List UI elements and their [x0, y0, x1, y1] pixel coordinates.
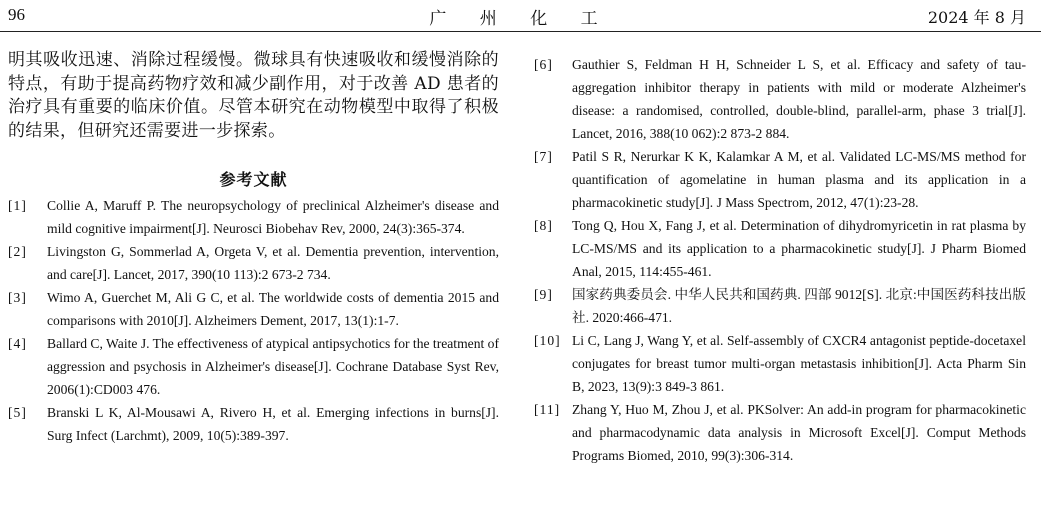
reference-text: Gauthier S, Feldman H H, Schneider L S, et al. Efficacy and safety of tau-aggregation inhibitor therapy in patients with mild or moderate Alzheimer's disease: a randomised, controlled, double-blind, parallel-arm, phase 3 trial[J]. Lancet, 2016, 388(10 062):2 873-2 884.	[572, 57, 1026, 141]
reference-item	[534, 214, 1026, 283]
reference-item	[8, 286, 499, 332]
reference-number: [5]	[8, 405, 27, 420]
reference-number: [9]	[534, 287, 553, 302]
journal-title: 广 州 化 工	[429, 9, 612, 29]
references-heading: 参考文献	[219, 170, 288, 189]
reference-item	[8, 401, 499, 447]
reference-number: [1]	[8, 198, 27, 213]
reference-item	[534, 53, 1026, 145]
reference-item	[534, 283, 1026, 329]
reference-number: [4]	[8, 336, 27, 351]
reference-text: Patil S R, Nerurkar K K, Kalamkar A M, et al. Validated LC-MS/MS method for quantification of agomelatine in human plasma and its application in a pharmacokinetic study[J]. J Mass Spectrom, 2012, 47(1):23-28.	[572, 149, 1026, 210]
left-column	[8, 49, 499, 447]
page-number: 96	[8, 5, 25, 24]
right-column	[534, 53, 1026, 467]
reference-item	[534, 145, 1026, 214]
reference-text: Collie A, Maruff P. The neuropsychology of preclinical Alzheimer's disease and mild cognitive impairment[J]. Neurosci Biobehav Rev, 2000, 24(3):365-374.	[47, 198, 499, 236]
issue-date: 2024 年 8 月	[927, 8, 1026, 27]
reference-item	[8, 332, 499, 401]
reference-text: Li C, Lang J, Wang Y, et al. Self-assembly of CXCR4 antagonist peptide-docetaxel conjugates for breast tumor multi-organ metastasis inhibition[J]. Acta Pharm Sin B, 2023, 13(9):3 849-3 861.	[572, 333, 1026, 394]
reference-number: [3]	[8, 290, 27, 305]
reference-number: [10]	[534, 333, 561, 348]
reference-number: [7]	[534, 149, 553, 164]
reference-text: Livingston G, Sommerlad A, Orgeta V, et al. Dementia prevention, intervention, and care[J]. Lancet, 2017, 390(10 113):2 673-2 734.	[47, 244, 499, 282]
running-header	[0, 0, 1041, 32]
reference-text: Zhang Y, Huo M, Zhou J, et al. PKSolver: An add-in program for pharmacokinetic and pharmacodynamic data analysis in Microsoft Excel[J]. Comput Methods Programs Biomed, 2010, 99(3):306-314.	[572, 402, 1026, 463]
reference-number: [11]	[534, 402, 561, 417]
reference-item	[8, 240, 499, 286]
reference-item	[534, 329, 1026, 398]
reference-number: [6]	[534, 57, 553, 72]
reference-text: 国家药典委员会. 中华人民共和国药典. 四部 9012[S]. 北京:中国医药科技出版社. 2020:466-471.	[572, 287, 1026, 325]
reference-number: [8]	[534, 218, 553, 233]
reference-text: Wimo A, Guerchet M, Ali G C, et al. The worldwide costs of dementia 2015 and comparisons with 2010[J]. Alzheimers Dement, 2017, 13(1):1-7.	[47, 290, 499, 328]
reference-text: Tong Q, Hou X, Fang J, et al. Determination of dihydromyricetin in rat plasma by LC-MS/MS and its application to a pharmacokinetic study[J]. J Pharm Biomed Anal, 2015, 114:455-461.	[572, 218, 1026, 279]
body-paragraph: 明其吸收迅速、消除过程缓慢。微球具有快速吸收和缓慢消除的特点，有助于提高药物疗效和减少副作用，对于改善 AD 患者的治疗具有重要的临床价值。尽管本研究在动物模型中取得了积极的结果，但研究还需要进一步探索。	[8, 50, 499, 141]
reference-text: Branski L K, Al-Mousawi A, Rivero H, et al. Emerging infections in burns[J]. Surg Infect (Larchmt), 2009, 10(5):389-397.	[47, 405, 499, 443]
reference-text: Ballard C, Waite J. The effectiveness of atypical antipsychotics for the treatment of aggression and psychosis in Alzheimer's disease[J]. Cochrane Database Syst Rev, 2006(1):CD003 476.	[47, 336, 499, 397]
reference-item	[534, 398, 1026, 467]
reference-item	[8, 194, 499, 240]
reference-number: [2]	[8, 244, 27, 259]
